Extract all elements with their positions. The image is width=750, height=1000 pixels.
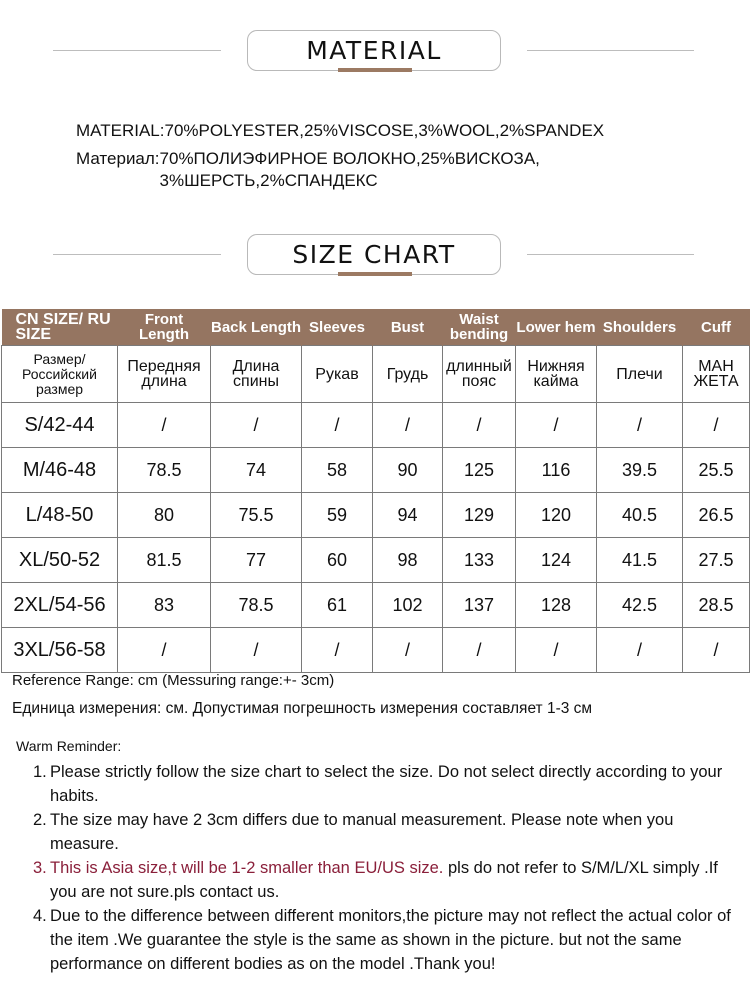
material-composition bbox=[76, 120, 610, 192]
column-header-ru: Передняя длина bbox=[118, 346, 211, 403]
reminder-item bbox=[33, 808, 743, 856]
measurement-cell: 102 bbox=[373, 583, 443, 628]
measurement-cell: / bbox=[597, 628, 683, 673]
column-header-ru: Грудь bbox=[373, 346, 443, 403]
column-header-ru: Рукав bbox=[302, 346, 373, 403]
table-row bbox=[2, 493, 750, 538]
reminder-text-container bbox=[50, 760, 743, 808]
measurement-cell: 120 bbox=[516, 493, 597, 538]
reminder-list bbox=[33, 760, 743, 976]
divider-line bbox=[53, 254, 221, 255]
divider-line bbox=[527, 254, 694, 255]
measurement-cell: 26.5 bbox=[683, 493, 750, 538]
reminder-item bbox=[33, 904, 743, 976]
table-row bbox=[2, 538, 750, 583]
measurement-cell: 124 bbox=[516, 538, 597, 583]
measurement-cell: 40.5 bbox=[597, 493, 683, 538]
measurement-cell: / bbox=[211, 628, 302, 673]
measurement-cell: 94 bbox=[373, 493, 443, 538]
column-header-en: Cuff bbox=[683, 309, 750, 346]
size-label-cell: S/42-44 bbox=[2, 403, 118, 448]
size-label-cell: 3XL/56-58 bbox=[2, 628, 118, 673]
title-accent-bar bbox=[338, 272, 412, 276]
measurement-cell: 90 bbox=[373, 448, 443, 493]
measurement-cell: 41.5 bbox=[597, 538, 683, 583]
reference-range-en: Reference Range: cm (Messuring range:+- 3cm) bbox=[12, 672, 335, 689]
size-chart-table bbox=[1, 309, 750, 673]
column-header-ru: Нижняя кайма bbox=[516, 346, 597, 403]
measurement-cell: / bbox=[597, 403, 683, 448]
size-chart-section-header bbox=[0, 234, 750, 284]
column-header-en: CN SIZE/ RU SIZE bbox=[2, 309, 118, 346]
measurement-cell: 81.5 bbox=[118, 538, 211, 583]
reminder-text-container bbox=[50, 856, 743, 904]
measurement-cell: 75.5 bbox=[211, 493, 302, 538]
measurement-cell: 116 bbox=[516, 448, 597, 493]
measurement-cell: 98 bbox=[373, 538, 443, 583]
column-header-en: Back Length bbox=[211, 309, 302, 346]
table-row bbox=[2, 403, 750, 448]
measurement-cell: / bbox=[302, 403, 373, 448]
column-header-ru: Размер/ Российский размер bbox=[2, 346, 118, 403]
reminder-text: Due to the difference between different monitors,the picture may not reflect the actual color of the item .We guarantee the style is the same as shown in the picture. but not the same performance on different bodies as on the model .Thank you! bbox=[50, 907, 731, 973]
reminder-text: The size may have 2 3cm differs due to manual measurement. Please note when you measure. bbox=[50, 811, 674, 853]
column-header-en: Lower hem bbox=[516, 309, 597, 346]
measurement-cell: 42.5 bbox=[597, 583, 683, 628]
reminder-item bbox=[33, 760, 743, 808]
header-row-ru bbox=[2, 346, 750, 403]
size-chart-title: SIZE CHART bbox=[247, 234, 501, 275]
measurement-cell: 74 bbox=[211, 448, 302, 493]
measurement-cell: 137 bbox=[443, 583, 516, 628]
measurement-cell: 78.5 bbox=[211, 583, 302, 628]
reminder-number: 1. bbox=[33, 763, 47, 781]
reminder-number: 2. bbox=[33, 811, 47, 829]
material-value-ru: 70%ПОЛИЭФИРНОЕ ВОЛОКНО,25%ВИСКОЗА, 3%ШЕРСТЬ,2%СПАНДЕКС bbox=[159, 149, 545, 190]
reminder-number: 3. bbox=[33, 859, 47, 877]
column-header-en: Bust bbox=[373, 309, 443, 346]
measurement-cell: / bbox=[373, 403, 443, 448]
measurement-cell: / bbox=[683, 403, 750, 448]
measurement-cell: 39.5 bbox=[597, 448, 683, 493]
reminder-text-container bbox=[50, 904, 743, 976]
header-row-en bbox=[2, 309, 750, 346]
reminder-text: Please strictly follow the size chart to select the size. Do not select directly according to your habits. bbox=[50, 763, 723, 805]
reminder-warning-text: This is Asia size,t will be 1-2 smaller than EU/US size. bbox=[50, 859, 444, 877]
measurement-cell: / bbox=[443, 403, 516, 448]
divider-line bbox=[527, 50, 694, 51]
material-section-header bbox=[0, 30, 750, 80]
measurement-cell: / bbox=[373, 628, 443, 673]
measurement-cell: 59 bbox=[302, 493, 373, 538]
measurement-cell: 25.5 bbox=[683, 448, 750, 493]
measurement-cell: / bbox=[211, 403, 302, 448]
measurement-cell: / bbox=[302, 628, 373, 673]
measurement-cell: 28.5 bbox=[683, 583, 750, 628]
measurement-cell: / bbox=[118, 403, 211, 448]
column-header-en: Front Length bbox=[118, 309, 211, 346]
measurement-cell: 83 bbox=[118, 583, 211, 628]
measurement-cell: 78.5 bbox=[118, 448, 211, 493]
size-label-cell: M/46-48 bbox=[2, 448, 118, 493]
measurement-cell: / bbox=[118, 628, 211, 673]
measurement-cell: / bbox=[516, 628, 597, 673]
reminder-number: 4. bbox=[33, 907, 47, 925]
measurement-cell: 125 bbox=[443, 448, 516, 493]
table-row bbox=[2, 448, 750, 493]
column-header-en: Sleeves bbox=[302, 309, 373, 346]
reminder-text: pls do not refer to S/M/L/XL simply .If you are not sure.pls contact us. bbox=[50, 859, 718, 901]
table-row bbox=[2, 583, 750, 628]
material-value-en: 70%POLYESTER,25%VISCOSE,3%WOOL,2%SPANDEX bbox=[164, 121, 605, 140]
measurement-cell: 77 bbox=[211, 538, 302, 583]
column-header-ru: Длина спины bbox=[211, 346, 302, 403]
table-row bbox=[2, 628, 750, 673]
measurement-cell: 27.5 bbox=[683, 538, 750, 583]
reference-range-ru: Единица измерения: см. Допустимая погрешность измерения составляет 1-3 см bbox=[12, 700, 593, 717]
column-header-en: Waist bending bbox=[443, 309, 516, 346]
measurement-cell: 80 bbox=[118, 493, 211, 538]
material-label-en: MATERIAL: bbox=[76, 121, 165, 140]
column-header-ru: МАН ЖЕТА bbox=[683, 346, 750, 403]
divider-line bbox=[53, 50, 221, 51]
material-label-ru: Материал: bbox=[76, 149, 160, 168]
column-header-en: Shoulders bbox=[597, 309, 683, 346]
material-title: MATERIAL bbox=[247, 30, 501, 71]
measurement-cell: 58 bbox=[302, 448, 373, 493]
measurement-cell: 128 bbox=[516, 583, 597, 628]
reminder-text-container bbox=[50, 808, 743, 856]
size-label-cell: XL/50-52 bbox=[2, 538, 118, 583]
reminder-title: Warm Reminder: bbox=[16, 738, 122, 754]
column-header-ru: Плечи bbox=[597, 346, 683, 403]
measurement-cell: 133 bbox=[443, 538, 516, 583]
measurement-cell: 129 bbox=[443, 493, 516, 538]
measurement-cell: / bbox=[516, 403, 597, 448]
measurement-cell: 61 bbox=[302, 583, 373, 628]
measurement-cell: / bbox=[683, 628, 750, 673]
title-accent-bar bbox=[338, 68, 412, 72]
column-header-ru: длинный пояс bbox=[443, 346, 516, 403]
reminder-item bbox=[33, 856, 743, 904]
measurement-cell: 60 bbox=[302, 538, 373, 583]
size-label-cell: L/48-50 bbox=[2, 493, 118, 538]
measurement-cell: / bbox=[443, 628, 516, 673]
size-label-cell: 2XL/54-56 bbox=[2, 583, 118, 628]
